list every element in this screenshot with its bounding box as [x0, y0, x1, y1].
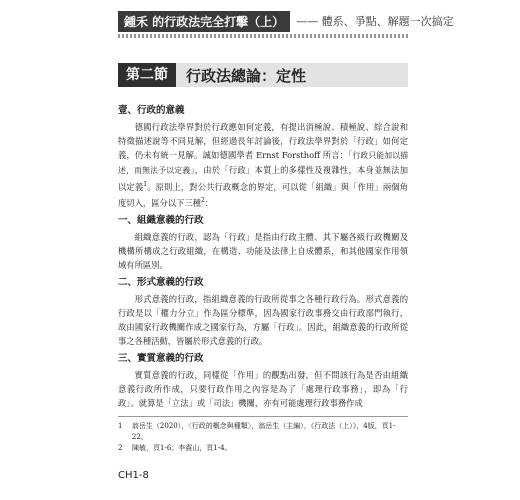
page-number: CH1-8 [118, 470, 149, 481]
p1-end: ： [204, 197, 214, 208]
heading-1: 壹、行政的意義 [118, 105, 185, 116]
book-subtitle: —— 體系、爭點、解題一次搞定 [296, 15, 454, 28]
footnote-number: 1 [118, 422, 123, 430]
footnote-text: 翁岳生（2020），〈行政的概念與種類〉，翁岳生（主編），《行政法（上）》，4版，頁1-22。 [131, 422, 396, 441]
running-header [118, 10, 454, 32]
footnote-number: 2 [118, 444, 123, 452]
footnote-ref-2[interactable]: 2 [200, 196, 205, 204]
paragraph-1 [118, 120, 408, 210]
page-content [118, 100, 408, 410]
p1-text: 德國行政法學界對於行政應如何定義，有提出消極說、積極說、綜合說和特徵描述說等不同見解，但經過長年討論後，行政法學界對於「行政」如何定義，仍未有統一見解。誠如德國學者 Ernst Forsthoff 所言：「 [118, 122, 408, 160]
footnote-2 [118, 443, 408, 454]
p1-tail2: 。原則上，對公共行政概念的界定，可以從「組織」與「作用」兩個角度切入，區分以下三種 [118, 181, 408, 208]
paragraph-3: 形式意義的行政，指組織意義的行政所從事之各種行政行為。形式意義的行政是以「權力分立」作為區分標準，因為國家行政事務交由行政部門執行，故由國家行政機關作成之國家行為，方屬「行政」。因此，組織意義的行政所從事之各種活動，皆屬於形式意義的行政。 [118, 293, 408, 346]
section-banner [118, 63, 408, 87]
paragraph-4: 實質意義的行政，同樣從「作用」的觀點出發，但不問該行為是否由組織意義行政所作成，只要行政作用之內容是為了「處理行政事務」，即為「行政」。就算是「立法」或「司法」機關，亦有可能處理行政事務作成 [118, 369, 408, 408]
header-rule [118, 34, 408, 38]
footnote-1 [118, 421, 408, 443]
heading-4: 三、實質意義的行政 [118, 352, 204, 364]
p1-tail: 」，由於「行政」本質上的多樣性及複雜性，本身並無法加以定義 [118, 165, 408, 192]
book-title: 鍾禾 的行政法完全打擊（上） [118, 11, 290, 32]
forsthoff-quote: 行政只能加以描述，而無法予以定義 [118, 151, 409, 175]
paragraph-2: 組織意義的行政，認為「行政」是指由行政主體、其下屬各級行政機關及機構所構成之行政組織，在構造、功能及法律上自成體系，和其他國家作用領域有所區別。 [118, 231, 408, 270]
section-title: 行政法總論：定性 [186, 66, 307, 85]
heading-2: 一、組織意義的行政 [118, 214, 204, 226]
heading-3: 二、形式意義的行政 [118, 276, 204, 288]
section-number: 第二節 [118, 63, 176, 87]
footnotes [118, 416, 408, 454]
footnote-ref-1[interactable]: 1 [143, 181, 148, 188]
footnote-text: 陳敏，頁1-6；李震山，頁1-4。 [132, 444, 232, 452]
